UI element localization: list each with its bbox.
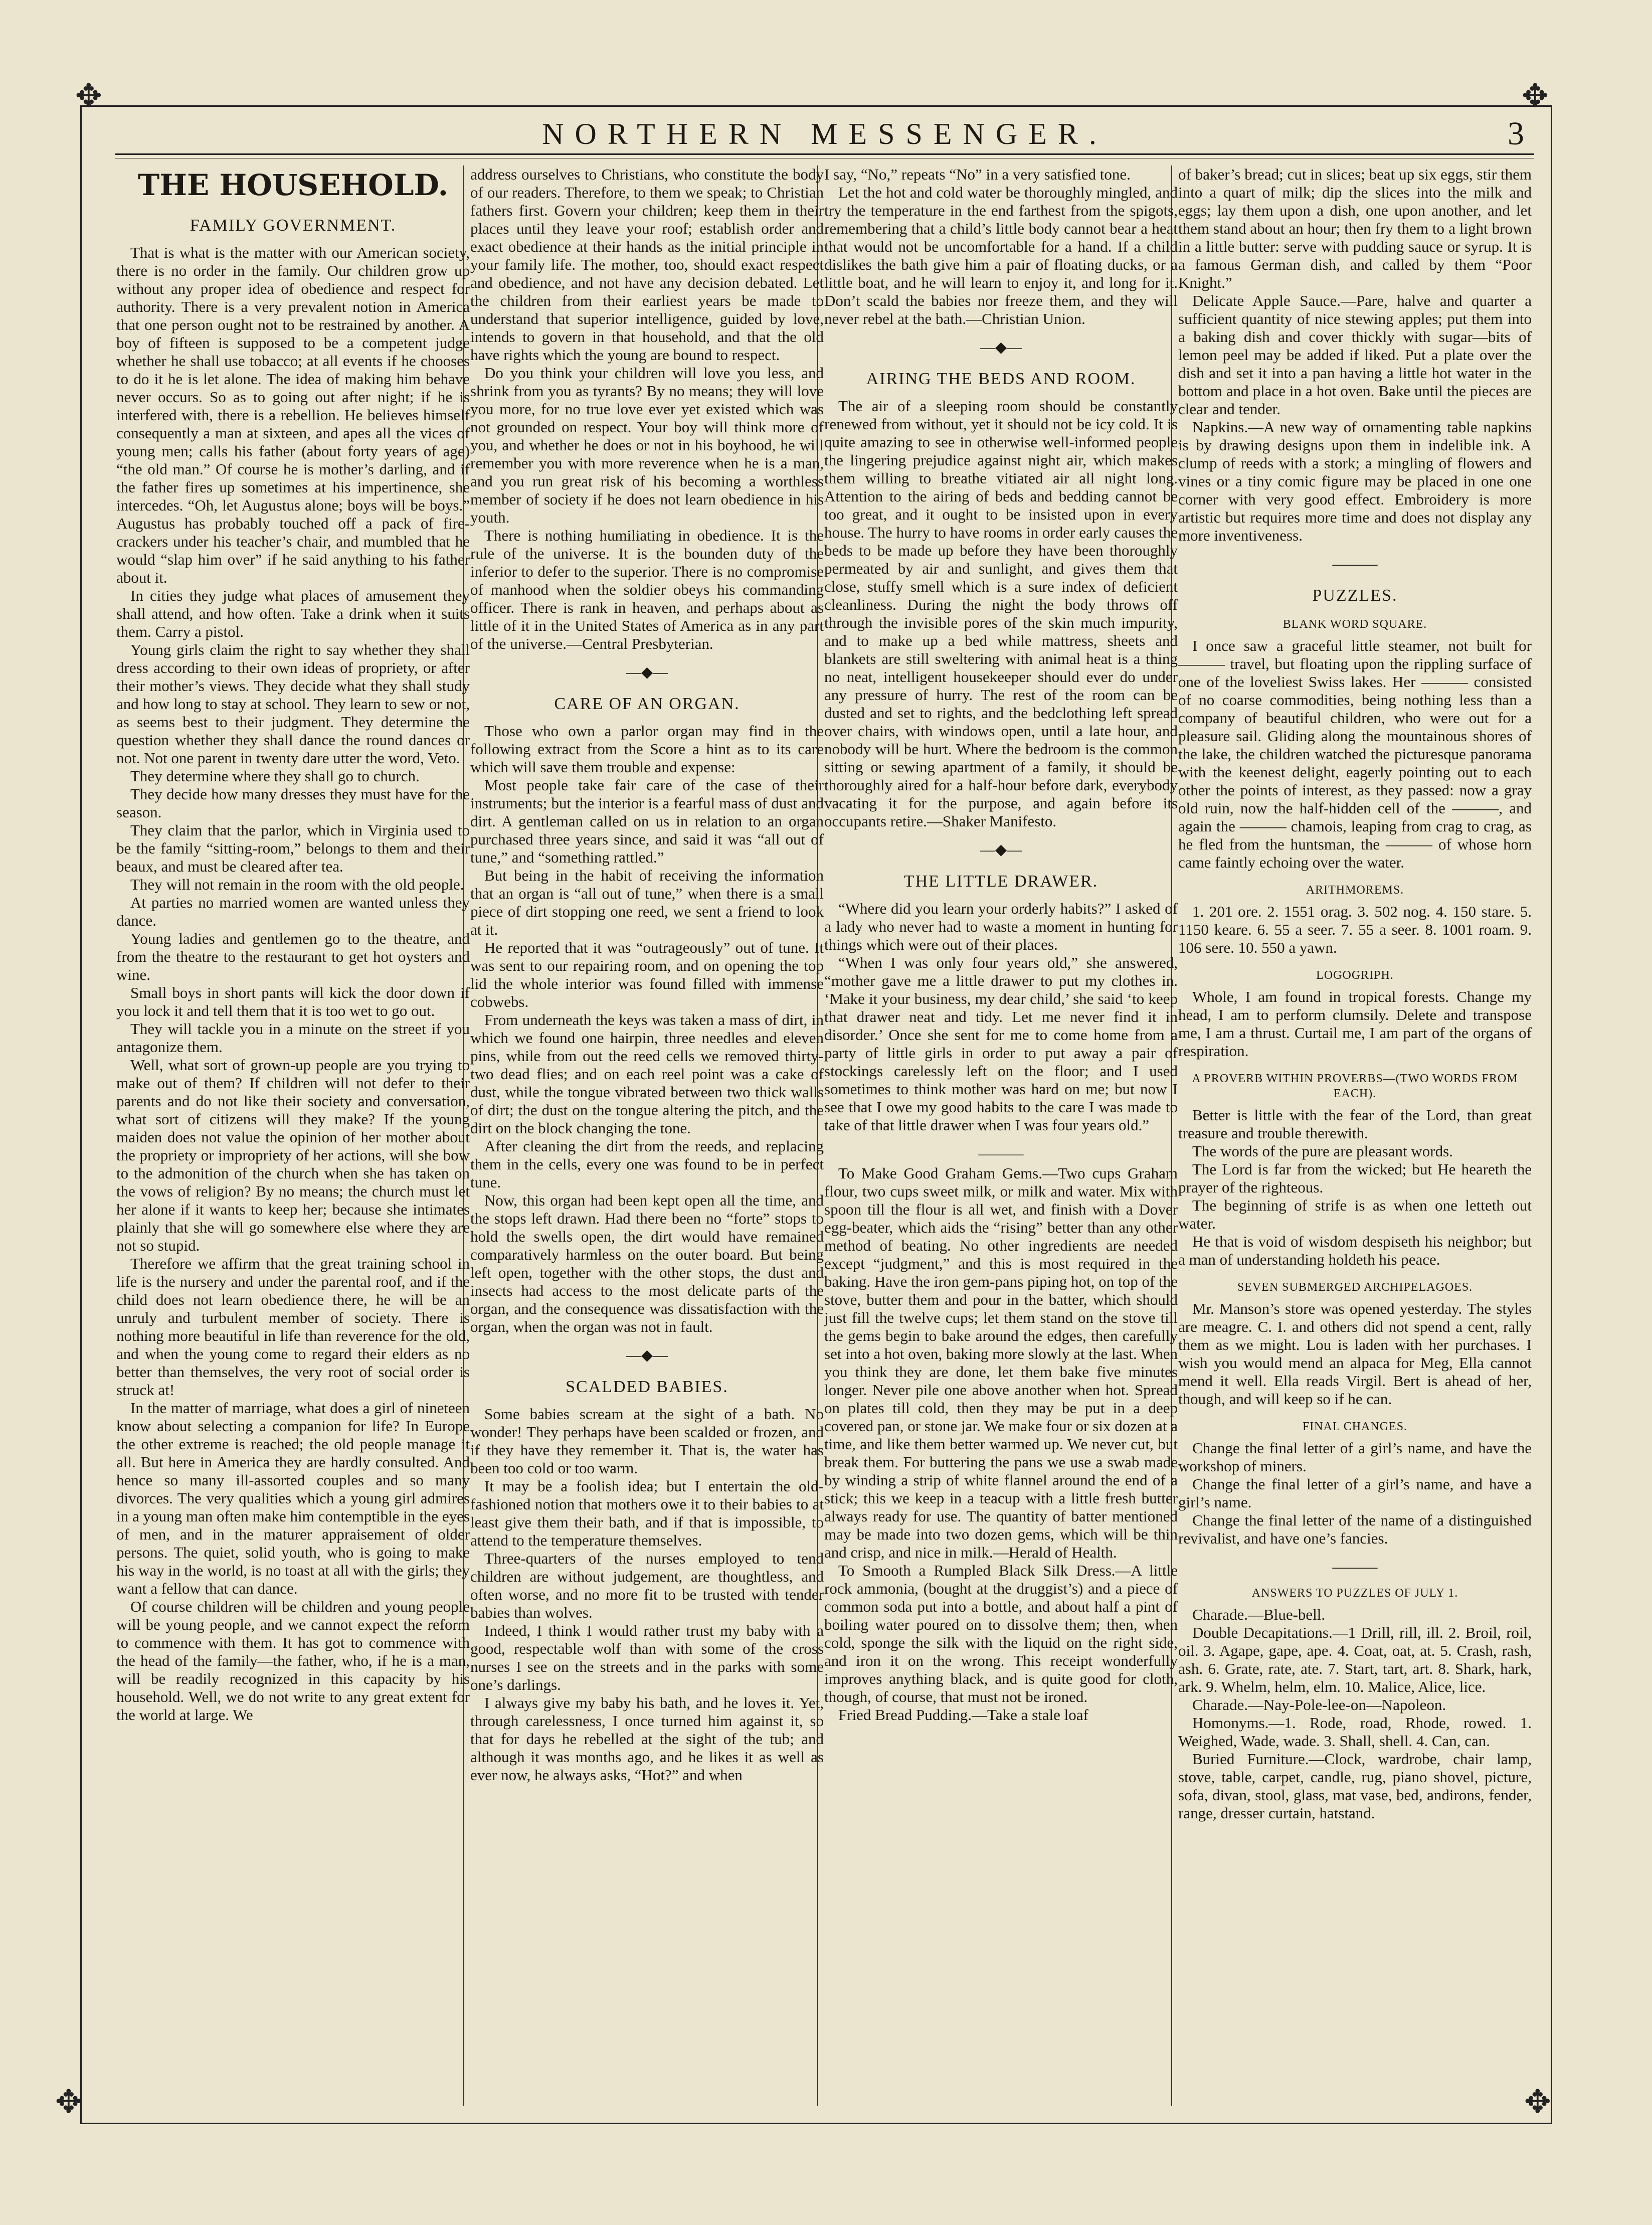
section-divider-icon: —◆— [626, 664, 668, 680]
column-3 [824, 165, 1178, 2106]
paragraph: They will not remain in the room with the old people. [130, 876, 464, 893]
section-divider-icon: —◆— [980, 339, 1022, 356]
puzzle-text: The Lord is far from the wicked; but He heareth the prayer of the righteous. [1178, 1160, 1532, 1196]
column-4 [1178, 165, 1532, 2106]
puzzle-title: ANSWERS TO PUZZLES OF JULY 1. [1251, 1587, 1458, 1600]
paragraph: Well, what sort of grown-up people are you trying to make out of them? If children will not defer to their parents and do not like their society and conversation, what sort of citizens will they make? If the young maiden does not value the opinion of her mother about the propriety or impropriety of her actions, will she bow to the admonition of the church when she has taken on the vows of religion? By no means; the church must let her alone if it wants to keep her; because she intimates plainly that she will go somewhere else where they are not so stupid. [116, 1056, 470, 1254]
page-header [115, 116, 1534, 151]
answer: Homonyms.—1. Rode, road, Rhode, rowed. 1. Weighed, Wade, wade. 3. Shall, shell. 4. Can, can. [1178, 1714, 1532, 1750]
answer: Double Decapitations.—1 Drill, rill, ill. 2. Broil, roil, oil. 3. Agape, gape, ape. 4. Coat, oat, at. 5. Crash, rash, ash. 6. Grate, rate, ate. 7. Start, tart, art. 8. Shark, hark, ark. 9. Whelm, helm, elm. 10. Malice, Alice, lice. [1178, 1624, 1532, 1695]
puzzle-text: He that is void of wisdom despiseth his neighbor; but a man of understanding holdeth his peace. [1178, 1233, 1532, 1268]
paragraph: There is nothing humiliating in obedience. It is the rule of the universe. It is the bounden duty of the inferior to defer to the superior. There is no compromise of manhood when the soldier obeys his commanding officer. There is rank in heaven, and perhaps about as little of it in the United States of America as in any part of the universe.—Central Presbyterian. [470, 527, 824, 652]
corner-ornament-icon: ✥ [1522, 78, 1549, 114]
paragraph: Young girls claim the right to say whether they shall dress according to their own ideas of propriety, or after their mother’s views. They decide what they shall study and how long to stay at school. They learn to sew or not, as seems best to their judgment. They determine the question whether they shall dance the round dances or not. Not one parent in twenty dare utter the word, Veto. [116, 641, 470, 767]
article-title: CARE OF AN ORGAN. [554, 695, 740, 713]
paragraph: They claim that the parlor, which in Virginia used to be the family “sitting-room,” belongs to them and their beaux, and must be cleared after tea. [116, 821, 470, 875]
article-title: THE LITTLE DRAWER. [903, 872, 1098, 891]
section-divider-icon: ——— [1332, 556, 1378, 572]
puzzle-title: FINAL CHANGES. [1302, 1420, 1408, 1433]
paragraph: But being in the habit of receiving the information that an organ is “all out of tune,” when there is a small piece of dirt stopping one reed, we sent a friend to look at it. [470, 867, 824, 938]
article-title: SCALDED BABIES. [566, 1378, 728, 1396]
corner-ornament-icon: ✥ [1524, 2084, 1551, 2120]
section-title: THE HOUSEHOLD. [138, 168, 448, 202]
puzzle-title: BLANK WORD SQUARE. [1282, 618, 1427, 631]
article-title: AIRING THE BEDS AND ROOM. [866, 370, 1136, 388]
section-divider-icon: ——— [978, 1145, 1024, 1162]
paragraph: At parties no married women are wanted unless they dance. [116, 894, 470, 929]
paragraph: He reported that it was “outrageously” out of tune. It was sent to our repairing room, and on opening the top lid the whole interior was found filled with immense cobwebs. [470, 939, 824, 1010]
section-divider-icon: —◆— [626, 1347, 668, 1363]
puzzle-title: ARITHMOREMS. [1306, 884, 1404, 897]
answer: Buried Furniture.—Clock, wardrobe, chair lamp, stove, table, carpet, candle, rug, piano shovel, picture, sofa, divan, stool, glass, mat vase, bed, andirons, fender, range, dresser curtain, hatstand. [1178, 1750, 1532, 1822]
puzzle-text: The words of the pure are pleasant words. [1192, 1142, 1453, 1160]
paragraph: They determine where they shall go to church. [130, 767, 420, 785]
paragraph: In the matter of marriage, what does a girl of nineteen know about selecting a companion for life? In Europe the other extreme is reached; the old people manage it all. But here in America they are hardly consulted. And hence so many ill-assorted couples and so many divorces. The very qualities which a young girl admires in a young man often make him contemptible in the eyes of men, and in the maturer appraisement of older persons. The quiet, solid youth, who is going to make his way in the world, is no toast at all with the girls; they want a fellow that can dance. [116, 1399, 470, 1597]
puzzle-title: SEVEN SUBMERGED ARCHIPELAGOES. [1237, 1281, 1473, 1294]
recipe: Napkins.—A new way of ornamenting table napkins is by drawing designs upon them in indelible ink. A clump of reeds with a stork; a mingling of flowers and vines or a tiny comic figure may be placed in one one corner with very good effect. Embroidery is more artistic but requires more time and does not display any more inventiveness. [1178, 418, 1532, 544]
answer: Charade.—Blue-bell. [1192, 1606, 1326, 1623]
paragraph: Now, this organ had been kept open all the time, and the stops left drawn. Had there been no “forte” stops to hold the swells open, the dirt would have remained comparatively harmless on the outer board. But being left open, together with the other stops, the dust and insects had access to the most delicate parts of the organ, and the consequence was dissatisfaction with the organ, when the organ was not in fault. [470, 1191, 824, 1335]
paragraph: Let the hot and cold water be thoroughly mingled, and try the temperature in the end farthest from the spigots, remembering that a child’s little body cannot bear a heat that would not be uncomfortable for a hand. If a child dislikes the bath give him a pair of floating ducks, or a little boat, and he will learn to enjoy it, and long for it. Don’t scald the babies nor freeze them, and they will never rebel at the bath.—Christian Union. [824, 184, 1178, 327]
puzzle-text: Change the final letter of a girl’s name, and have a girl’s name. [1178, 1475, 1532, 1511]
paragraph: Do you think your children will love you less, and shrink from you as tyrants? By no means; they will love you more, for no true love ever yet existed which was not grounded on respect. Your boy will think more of you, and whether he does or not in his boyhood, he will remember you with more reverence when he is a man, and you run great risk of his becoming a worthless member of society if he does not learn obedience in his youth. [470, 364, 824, 526]
section-divider-icon: —◆— [980, 841, 1022, 858]
recipe: To Make Good Graham Gems.—Two cups Graham flour, two cups sweet milk, or milk and water. Mix with spoon till the flour is all wet, and finish with a Dover egg-beater, which aids the “rising” better than any other method of beating. No other ingredients are needed except “judgment,” and this is most required in the baking. Have the iron gem-pans piping hot, on top of the stove, butter them and pour in the batter, which should just fill the twelve cups; let them stand on the stove till the gems begin to bake around the edges, then carefully set into a hot oven, baking more slowly at the last. When you think they are done, let them bake five minutes longer. Never pile one above another when hot. Spread on plates till cold, then they may be put in a deep covered pan, or stone jar. We make four or six dozen at a time, and like them better warmed up. We never cut, but break them. For buttering the pans we use a swab made by winding a strip of white flannel around the end of a stick; this we keep in a teacup with a little fresh butter always ready for use. The quantity of batter mentioned may be made into two dozen gems, which will be thin and crisp, and nice in milk.—Herald of Health. [824, 1164, 1178, 1561]
masthead: NORTHERN MESSENGER. [542, 117, 1108, 150]
puzzle-title: A PROVERB WITHIN PROVERBS—(TWO WORDS FROM EACH). [1192, 1072, 1518, 1100]
paragraph: Indeed, I think I would rather trust my baby with a good, respectable wolf than with some of the cross nurses I see on the streets and in the parks with some one’s darlings. [470, 1622, 824, 1693]
paragraph: That is what is the matter with our American society, there is no order in the family. Our children grow up without any proper idea of obedience and respect for authority. There is a very prevalent notion in America that one person ought not to be restrained by another. A boy of fifteen is supposed to be a competent judge whether he shall use tobacco; at all events if he chooses to do it he is let alone. The idea of making him behave never occurs. So as to going out after night; if he is interfered with, there is a rebellion. He believes himself consequently a man at sixteen, and apes all the vices of young men; calls his father (about forty years of age) “the old man.” Of course he is mother’s darling, and if the father fires up sometimes at his impertinence, she intercedes. “Oh, let Augustus alone; boys will be boys.” Augustus has probably touched off a pack of fire-crackers under his teacher’s chair, and mumbled that he would “slap him over” if he said anything to his father about it. [116, 244, 470, 586]
paragraph: Most people take fair care of the case of their instruments; but the interior is a fearful mass of dust and dirt. A gentleman called on us in relation to an organ purchased three years since, and said it was “all out of tune,” and “something rattled.” [470, 776, 824, 866]
page-number: 3 [1508, 115, 1524, 152]
header-rule [115, 153, 1534, 155]
puzzle-text: Change the final letter of the name of a distinguished revivalist, and have one’s fancies. [1178, 1511, 1532, 1547]
paragraph: Young ladies and gentlemen go to the theatre, and from the theatre to the restaurant to get hot oysters and wine. [116, 930, 470, 983]
paragraph: The air of a sleeping room should be constantly renewed from without, yet it should not be icy cold. It is quite amazing to see in otherwise well-informed people the lingering prejudice against night air, which makes them willing to breathe vitiated air all night long. Attention to the airing of beds and bedding cannot be too great, and it ought to be insisted upon in every house. The hurry to have rooms in order early causes the beds to be made up before they have been thoroughly permeated by air and sunlight, and gives them that close, stuffy smell which is a sure index of deficient cleanliness. During the night the body throws off through the invisible pores of the skin much impurity, and to make up a bed while mattress, sheets and blankets are still sweltering with animal heat is a thing no neat, intelligent housekeeper should ever do under any pressure of hurry. The rest of the room can be dusted and set to rights, and the bedclothing left spread over chairs, with windows open, until a late hour, and nobody will be hurt. Where the bedroom is the common sitting or sewing apartment of a family, it should be thoroughly aired for a half-hour before dark, everybody vacating it for the purpose, and again before its occupants retire.—Shaker Manifesto. [824, 397, 1178, 830]
paragraph: Small boys in short pants will kick the door down if you lock it and tell them that it is too wet to go out. [116, 984, 470, 1019]
paragraph: It may be a foolish idea; but I entertain the old-fashioned notion that mothers owe it to their babies to at least give them their bath, and if that is impossible, to attend to the temperature themselves. [470, 1477, 824, 1549]
puzzle-text: I once saw a graceful little steamer, not built for ——— travel, but floating upon the rippling surface of one of the loveliest Swiss lakes. Her ——— consisted of no coarse commodities, being nothing less than a company of beautiful children, who were out for a pleasure sail. Gliding along the mountainous shores of the lake, the children watched the picturesque panorama with the keenest delight, eagerly pointing out to each other the points of interest, as they passed: now a gray old ruin, now the half-hidden cell of the ———, and again the ——— chamois, leaping from crag to crag, as he fled from the huntsman, the ——— of whose horn came faintly echoing over the water. [1178, 637, 1532, 871]
column-1 [116, 165, 470, 2106]
paragraph: After cleaning the dirt from the reeds, and replacing them in the cells, every one was found to be in perfect tune. [470, 1137, 824, 1191]
paragraph: From underneath the keys was taken a mass of dirt, in which we found one hairpin, three needles and eleven pins, while from out the reed cells we removed thirty-two dead flies; and on each reel point was a cake of dust, while the tongue vibrated between two thick walls of dirt; the dust on the tongue altering the pitch, and the dirt on the block changing the tone. [470, 1011, 824, 1137]
paragraph: I say, “No,” repeats “No” in a very satisfied tone. [824, 165, 1131, 183]
paragraph: Those who own a parlor organ may find in the following extract from the Score a hint as to its care which will save them trouble and expense: [470, 722, 824, 776]
corner-ornament-icon: ✥ [55, 2084, 82, 2120]
article-title: FAMILY GOVERNMENT. [190, 216, 397, 235]
paragraph: They decide how many dresses they must have for the season. [116, 785, 470, 821]
paragraph: Therefore we affirm that the great training school in life is the nursery and under the parental roof, and if the child does not learn obedience there, he will be an unruly and turbulent member of society. There is nothing more beautiful in life than reverence for the old, and when the young come to regard their elders as no better than themselves, the very root of social order is struck at! [116, 1255, 470, 1399]
column-2 [470, 165, 824, 2106]
paragraph: Some babies scream at the sight of a bath. No wonder! They perhaps have been scalded or frozen, and if they have they remember it. That is, the water has been too cold or too warm. [470, 1405, 824, 1477]
puzzle-text: Better is little with the fear of the Lord, than great treasure and trouble therewith. [1178, 1106, 1532, 1142]
puzzle-text: Change the final letter of a girl’s name, and have the workshop of miners. [1178, 1439, 1532, 1475]
section-title: PUZZLES. [1312, 586, 1398, 605]
paragraph: They will tackle you in a minute on the street if you antagonize them. [116, 1020, 470, 1056]
paragraph: of baker’s bread; cut in slices; beat up six eggs, stir them into a quart of milk; dip the slices into the milk and eggs; lay them upon a dish, one upon another, and let them stand about an hour; then fry them to a light brown in a little butter: serve with pudding sauce or syrup. It is a famous German dish, and called by them “Poor Knight.” [1178, 165, 1532, 291]
answer: Charade.—Nay-Pole-lee-on—Napoleon. [1192, 1696, 1446, 1714]
puzzle-text: Mr. Manson’s store was opened yesterday. The styles are meagre. C. I. and others did not spend a cent, rally them as we might. Lou is laden with her purchases. I wish you would mend an alpaca for Meg, Ella cannot mend it well. Ella reads Virgil. Bert is ahead of her, though, and will keep so if he can. [1178, 1300, 1532, 1408]
section-divider-icon: ——— [1332, 1559, 1378, 1575]
puzzle-text: 1. 201 ore. 2. 1551 orag. 3. 502 nog. 4. 150 stare. 5. 1150 keare. 6. 55 a seer. 7. 55 a seer. 8. 1001 roam. 9. 106 sere. 10. 550 a yawn. [1178, 903, 1532, 956]
paragraph: I always give my baby his bath, and he loves it. Yet, through carelessness, I once turned him against it, so that for days he rebelled at the sight of the tub; and although it was months ago, and he likes it as well as ever now, he always asks, “Hot?” and when [470, 1694, 824, 1784]
recipe: To Smooth a Rumpled Black Silk Dress.—A little rock ammonia, (bought at the druggist’s) and a piece of common soda put into a bottle, and about half a pint of boiling water poured on to dissolve them; then, when cold, sponge the silk with the liquid on the right side, and iron it on the wrong. This receipt wonderfully improves anything black, and is quite good for cloth, though, of course, that must not be ironed. [824, 1562, 1178, 1705]
paragraph: “Where did you learn your orderly habits?” I asked of a lady who never had to waste a moment in hunting for things which were out of their places. [824, 900, 1178, 953]
puzzle-text: The beginning of strife is as when one letteth out water. [1178, 1196, 1532, 1232]
paragraph: Of course children will be children and young people will be young people, and we cannot expect the reform to commence with them. It has got to commence with the head of the family—the father, who, if he is a man, will be readily recognized in this capacity by his household. Well, we do not write to any great extent for the world at large. We [116, 1598, 470, 1724]
puzzle-text: Whole, I am found in tropical forests. Change my head, I am to perform clumsily. Delete and transpose me, I am a thrust. Curtail me, I am part of the organs of respiration. [1178, 988, 1532, 1060]
puzzle-title: LOGOGRIPH. [1316, 969, 1394, 982]
paragraph: “When I was only four years old,” she answered, “mother gave me a little drawer to put my clothes in. ‘Make it your business, my dear child,’ she said ‘to keep that drawer neat and tidy. Let me never find it in disorder.’ Once she sent for me to come home from a party of little girls in order to put away a pair of stockings carelessly left on the floor; and I used sometimes to think mother was hard on me; but now I see that I owe my good habits to the care I was made to take of that little drawer when I was four years old.” [824, 954, 1178, 1134]
paragraph: Three-quarters of the nurses employed to tend children are without judgement, are thoughtless, and often worse, and no more fit to be trusted with tender babies than wolves. [470, 1550, 824, 1621]
recipe: Fried Bread Pudding.—Take a stale loaf [838, 1706, 1088, 1724]
paragraph: address ourselves to Christians, who constitute the body of our readers. Therefore, to them we speak; to Christian fathers first. Govern your children; keep them in their places until they leave your roof; establish order and exact obedience at their hands as the initial principle in your family life. The mother, too, should exact respect and obedience, and not have any decision debated. Let the children from their earliest years be made to understand that superior intelligence, guided by love, intends to govern in that household, and that the old have rights which the young are bound to respect. [470, 165, 824, 364]
corner-ornament-icon: ✥ [75, 78, 102, 114]
paragraph: In cities they judge what places of amusement they shall attend, and how often. Take a drink when it suits them. Carry a pistol. [116, 587, 470, 640]
recipe: Delicate Apple Sauce.—Pare, halve and quarter a sufficient quantity of nice stewing apples; put them into a baking dish and cover thickly with sugar—bits of lemon peel may be added if liked. Put a plate over the dish and set it into a pan having a little hot water in the bottom and place in a hot oven. Bake until the pieces are clear and tender. [1178, 292, 1532, 418]
